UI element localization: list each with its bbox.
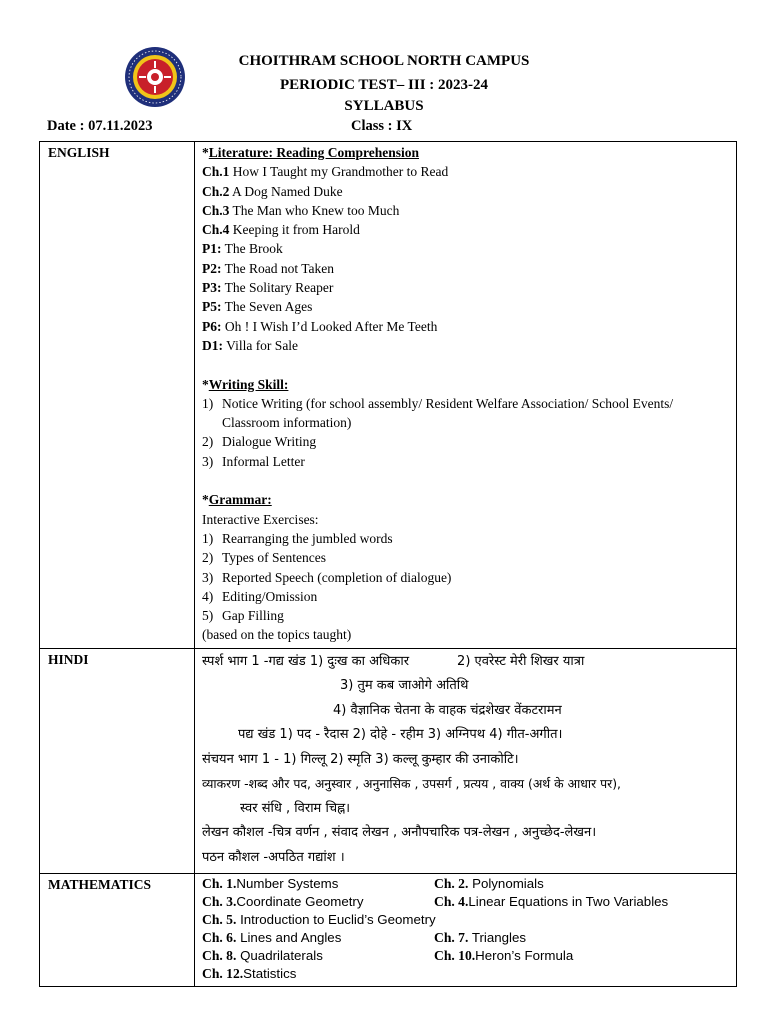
item-number: 1) (202, 395, 214, 411)
maths-content (195, 874, 737, 987)
chapter-title: The Solitary Reaper (221, 280, 334, 296)
chapter-code: P6: (202, 318, 222, 334)
grammar-item (202, 606, 730, 625)
hindi-line: पठन कौशल -अपठित गद्यांश । (202, 849, 345, 865)
maths-row (202, 911, 730, 929)
item-text: Dialogue Writing (222, 434, 317, 450)
writing-item (202, 432, 730, 451)
grammar-intro: Interactive Exercises: (202, 511, 319, 527)
maths-chapter (202, 875, 434, 893)
maths-chapter (434, 875, 544, 893)
chapter-title: Lines and Angles (236, 930, 342, 946)
chapter-code: Ch. 10. (434, 948, 476, 964)
chapter-title: Oh ! I Wish I’d Looked After Me Teeth (221, 318, 438, 334)
chapter-title: Villa for Sale (223, 337, 299, 353)
chapter-code: P3: (202, 280, 222, 296)
chapter-title: A Dog Named Duke (229, 183, 343, 199)
hindi-line: स्वर संधि , विराम चिह्न। (240, 800, 351, 816)
literature-item (202, 239, 730, 258)
chapter-code: Ch. 5. (202, 912, 237, 928)
chapter-title: Number Systems (236, 876, 339, 892)
maths-row (202, 929, 730, 947)
literature-item (202, 278, 730, 297)
grammar-item (202, 529, 730, 548)
chapter-code: Ch.2 (202, 183, 230, 199)
chapter-code: Ch. 2. (434, 876, 469, 892)
syllabus-table (39, 141, 737, 987)
item-number: 2) (202, 434, 214, 450)
maths-row (202, 965, 730, 983)
hindi-content (195, 648, 737, 874)
chapter-title: The Road not Taken (221, 260, 335, 276)
item-text: Types of Sentences (222, 550, 327, 566)
maths-chapter (434, 929, 526, 947)
writing-heading: *Writing Skill: (202, 376, 289, 392)
chapter-code: P5: (202, 299, 222, 315)
school-name: CHOITHRAM SCHOOL NORTH CAMPUS (238, 53, 530, 69)
maths-chapter (202, 965, 296, 983)
item-text: Editing/Omission (222, 588, 318, 604)
item-text: Reported Speech (completion of dialogue) (222, 569, 452, 585)
chapter-title: Statistics (243, 966, 297, 982)
document-title: SYLLABUS (344, 98, 424, 114)
item-number: 5) (202, 608, 214, 624)
chapter-title: The Man who Knew too Much (229, 202, 400, 218)
maths-row (202, 893, 730, 911)
hindi-line: व्याकरण -शब्द और पद, अनुस्वार , अनुनासिक , उपसर्ग , प्रत्यय , वाक्य (अर्थ के आधार पर), (202, 776, 621, 792)
writing-item (202, 394, 730, 433)
maths-list (202, 875, 730, 983)
hindi-line: स्पर्श भाग 1 -गद्य खंड 1) दुःख का अधिकार 2) एवरेस्ट मेरी शिखर यात्रा (202, 653, 585, 669)
literature-item (202, 297, 730, 316)
hindi-line: 3) तुम कब जाओगे अतिथि (340, 678, 469, 694)
table-row-english (40, 142, 737, 649)
item-text: Gap Filling (222, 608, 284, 624)
chapter-title: Coordinate Geometry (236, 894, 364, 910)
item-text: Informal Letter (222, 453, 305, 469)
maths-chapter (202, 911, 436, 929)
maths-chapter (202, 929, 434, 947)
item-number: 3) (202, 569, 214, 585)
maths-row (202, 875, 730, 893)
chapter-code: Ch. 1. (202, 876, 237, 892)
literature-item (202, 220, 730, 239)
subject-hindi: HINDI (40, 648, 195, 874)
chapter-code: Ch.1 (202, 164, 230, 180)
chapter-code: Ch.4 (202, 222, 230, 238)
grammar-item (202, 568, 730, 587)
maths-chapter (202, 947, 434, 965)
chapter-title: Keeping it from Harold (229, 222, 360, 238)
grammar-list (202, 529, 730, 625)
maths-row (202, 947, 730, 965)
grammar-note: (based on the topics taught) (202, 627, 352, 643)
chapter-title: How I Taught my Grandmother to Read (229, 164, 449, 180)
literature-item (202, 162, 730, 181)
hindi-line: लेखन कौशल -चित्र वर्णन , संवाद लेखन , अनौपचारिक पत्र-लेखन , अनुच्छेद-लेखन। (202, 825, 597, 841)
item-number: 1) (202, 530, 214, 546)
literature-item (202, 336, 730, 355)
chapter-code: Ch. 7. (434, 930, 469, 946)
chapter-code: P1: (202, 241, 222, 257)
literature-heading: *Literature: Reading Comprehension (202, 145, 419, 160)
chapter-code: Ch. 4. (434, 894, 469, 910)
chapter-title: The Seven Ages (221, 299, 313, 315)
table-row-hindi (40, 648, 737, 874)
hindi-line: संचयन भाग 1 - 1) गिल्लू 2) स्मृति 3) कल्लू कुम्हार की उनाकोटि। (202, 751, 519, 767)
table-row-mathematics (40, 874, 737, 987)
chapter-title: The Brook (221, 241, 283, 257)
chapter-title: Linear Equations in Two Variables (468, 894, 669, 910)
hindi-line: पद्य खंड 1) पद - रैदास 2) दोहे - रहीम 3) अग्निपथ 4) गीत-अगीत। (238, 727, 563, 743)
maths-chapter (202, 893, 434, 911)
chapter-code: Ch. 8. (202, 948, 237, 964)
hindi-line: 4) वैज्ञानिक चेतना के वाहक चंद्रशेखर वेंकटरामन (333, 702, 562, 718)
class-label: Class : IX (351, 118, 413, 134)
item-number: 3) (202, 453, 214, 469)
chapter-title: Introduction to Euclid’s Geometry (236, 912, 436, 928)
grammar-heading: *Grammar: (202, 492, 272, 508)
chapter-code: D1: (202, 337, 223, 353)
chapter-title: Polynomials (468, 876, 544, 892)
literature-item (202, 201, 730, 220)
literature-item (202, 182, 730, 201)
writing-list (202, 394, 730, 471)
literature-list (202, 162, 730, 355)
chapter-code: P2: (202, 260, 222, 276)
chapter-code: Ch.3 (202, 202, 230, 218)
test-title: PERIODIC TEST– III : 2023-24 (279, 77, 489, 93)
grammar-item (202, 587, 730, 606)
chapter-code: Ch. 3. (202, 894, 237, 910)
maths-chapter (434, 893, 668, 911)
chapter-title: Triangles (468, 930, 527, 946)
chapter-code: Ch. 12. (202, 966, 244, 982)
literature-item (202, 317, 730, 336)
writing-item (202, 452, 730, 471)
date-label: Date : 07.11.2023 (47, 118, 153, 134)
maths-chapter (434, 947, 573, 965)
literature-item (202, 259, 730, 278)
item-text: Rearranging the jumbled words (222, 530, 393, 546)
grammar-item (202, 548, 730, 567)
subject-mathematics: MATHEMATICS (40, 874, 195, 987)
item-number: 2) (202, 550, 214, 566)
chapter-code: Ch. 6. (202, 930, 237, 946)
chapter-title: Heron’s Formula (475, 948, 574, 964)
subject-english: ENGLISH (40, 142, 195, 649)
item-text: Notice Writing (for school assembly/ Resident Welfare Association/ School Events/ Classroom information) (222, 395, 674, 431)
item-number: 4) (202, 588, 214, 604)
english-content (195, 142, 737, 649)
chapter-title: Quadrilaterals (236, 948, 323, 964)
